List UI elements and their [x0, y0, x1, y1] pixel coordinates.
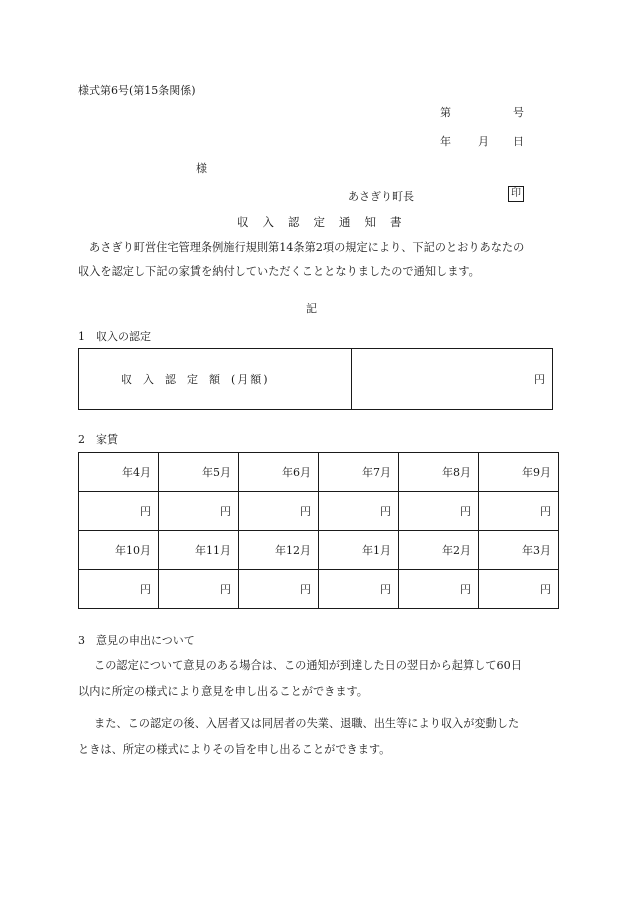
rent-amount-cell: 円: [479, 570, 559, 609]
rent-amount-row-1: [79, 492, 559, 531]
rent-amount-cell: 円: [239, 570, 319, 609]
doc-number-dai: 第: [440, 106, 451, 119]
body-line-2: 収入を認定し下記の家賃を納付していただくこととなりましたので通知します。: [78, 265, 480, 278]
rent-month-cell: 年12月: [239, 531, 319, 570]
rent-month-cell: 年11月: [159, 531, 239, 570]
rent-amount-cell: 円: [159, 492, 239, 531]
body-line-1: あさぎり町営住宅管理条例施行規則第14条第2項の規定により、下記のとおりあなたの: [89, 241, 525, 254]
rent-amount-row-2: [79, 570, 559, 609]
income-value-cell: [352, 349, 553, 410]
rent-amount-cell: 円: [79, 492, 159, 531]
document-title: 収入認定通知書: [237, 215, 416, 229]
rent-month-cell: 年6月: [239, 453, 319, 492]
income-label-cell: [79, 349, 352, 410]
body-paragraph: [78, 236, 552, 284]
section3-p2-line-2: ときは、所定の様式によりその旨を申し出ることができます。: [78, 743, 391, 756]
rent-month-cell: 年9月: [479, 453, 559, 492]
rent-month-cell: 年8月: [399, 453, 479, 492]
rent-month-cell: 年1月: [319, 531, 399, 570]
rent-amount-cell: 円: [239, 492, 319, 531]
date-month: 月: [478, 135, 489, 148]
rent-amount-cell: 円: [159, 570, 239, 609]
rent-month-row-1: [79, 453, 559, 492]
section3-p1-line-1: この認定について意見のある場合は、この通知が到達した日の翌日から起算して60日: [94, 659, 522, 672]
income-label-main: 収入認定額: [121, 373, 231, 386]
income-table: [78, 348, 553, 410]
rent-month-cell: 年5月: [159, 453, 239, 492]
form-number: 様式第6号(第15条関係): [78, 84, 196, 97]
section3-p2-line-1: また、この認定の後、入居者又は同居者の失業、退職、出生等により収入が変動した: [94, 717, 520, 730]
rent-table: [78, 452, 559, 609]
rent-amount-cell: 円: [319, 570, 399, 609]
section3-p1-line-2: 以内に所定の様式により意見を申し出ることができます。: [78, 685, 368, 698]
section1-heading: 1 収入の認定: [78, 330, 151, 343]
income-unit: 円: [534, 373, 545, 386]
rent-month-cell: 年10月: [79, 531, 159, 570]
income-label-paren: (月額): [231, 373, 270, 386]
seal-mark: 印: [508, 186, 524, 202]
rent-month-cell: 年3月: [479, 531, 559, 570]
rent-month-cell: 年7月: [319, 453, 399, 492]
date-day: 日: [513, 135, 524, 148]
section3-heading: 3 意見の申出について: [78, 634, 195, 647]
rent-amount-cell: 円: [399, 492, 479, 531]
rent-month-cell: 年4月: [79, 453, 159, 492]
rent-month-cell: 年2月: [399, 531, 479, 570]
date-year: 年: [440, 135, 451, 148]
section2-heading: 2 家賃: [78, 433, 118, 446]
rent-amount-cell: 円: [399, 570, 479, 609]
section3-paragraph-2: [78, 711, 552, 763]
rent-amount-cell: 円: [79, 570, 159, 609]
addressee-sama: 様: [196, 162, 207, 175]
rent-amount-cell: 円: [479, 492, 559, 531]
issuer-name: あさぎり町長: [348, 190, 414, 203]
ki-label: 記: [306, 302, 317, 315]
doc-number-go: 号: [513, 106, 524, 119]
rent-amount-cell: 円: [319, 492, 399, 531]
rent-month-row-2: [79, 531, 559, 570]
section3-paragraph-1: [78, 653, 552, 705]
